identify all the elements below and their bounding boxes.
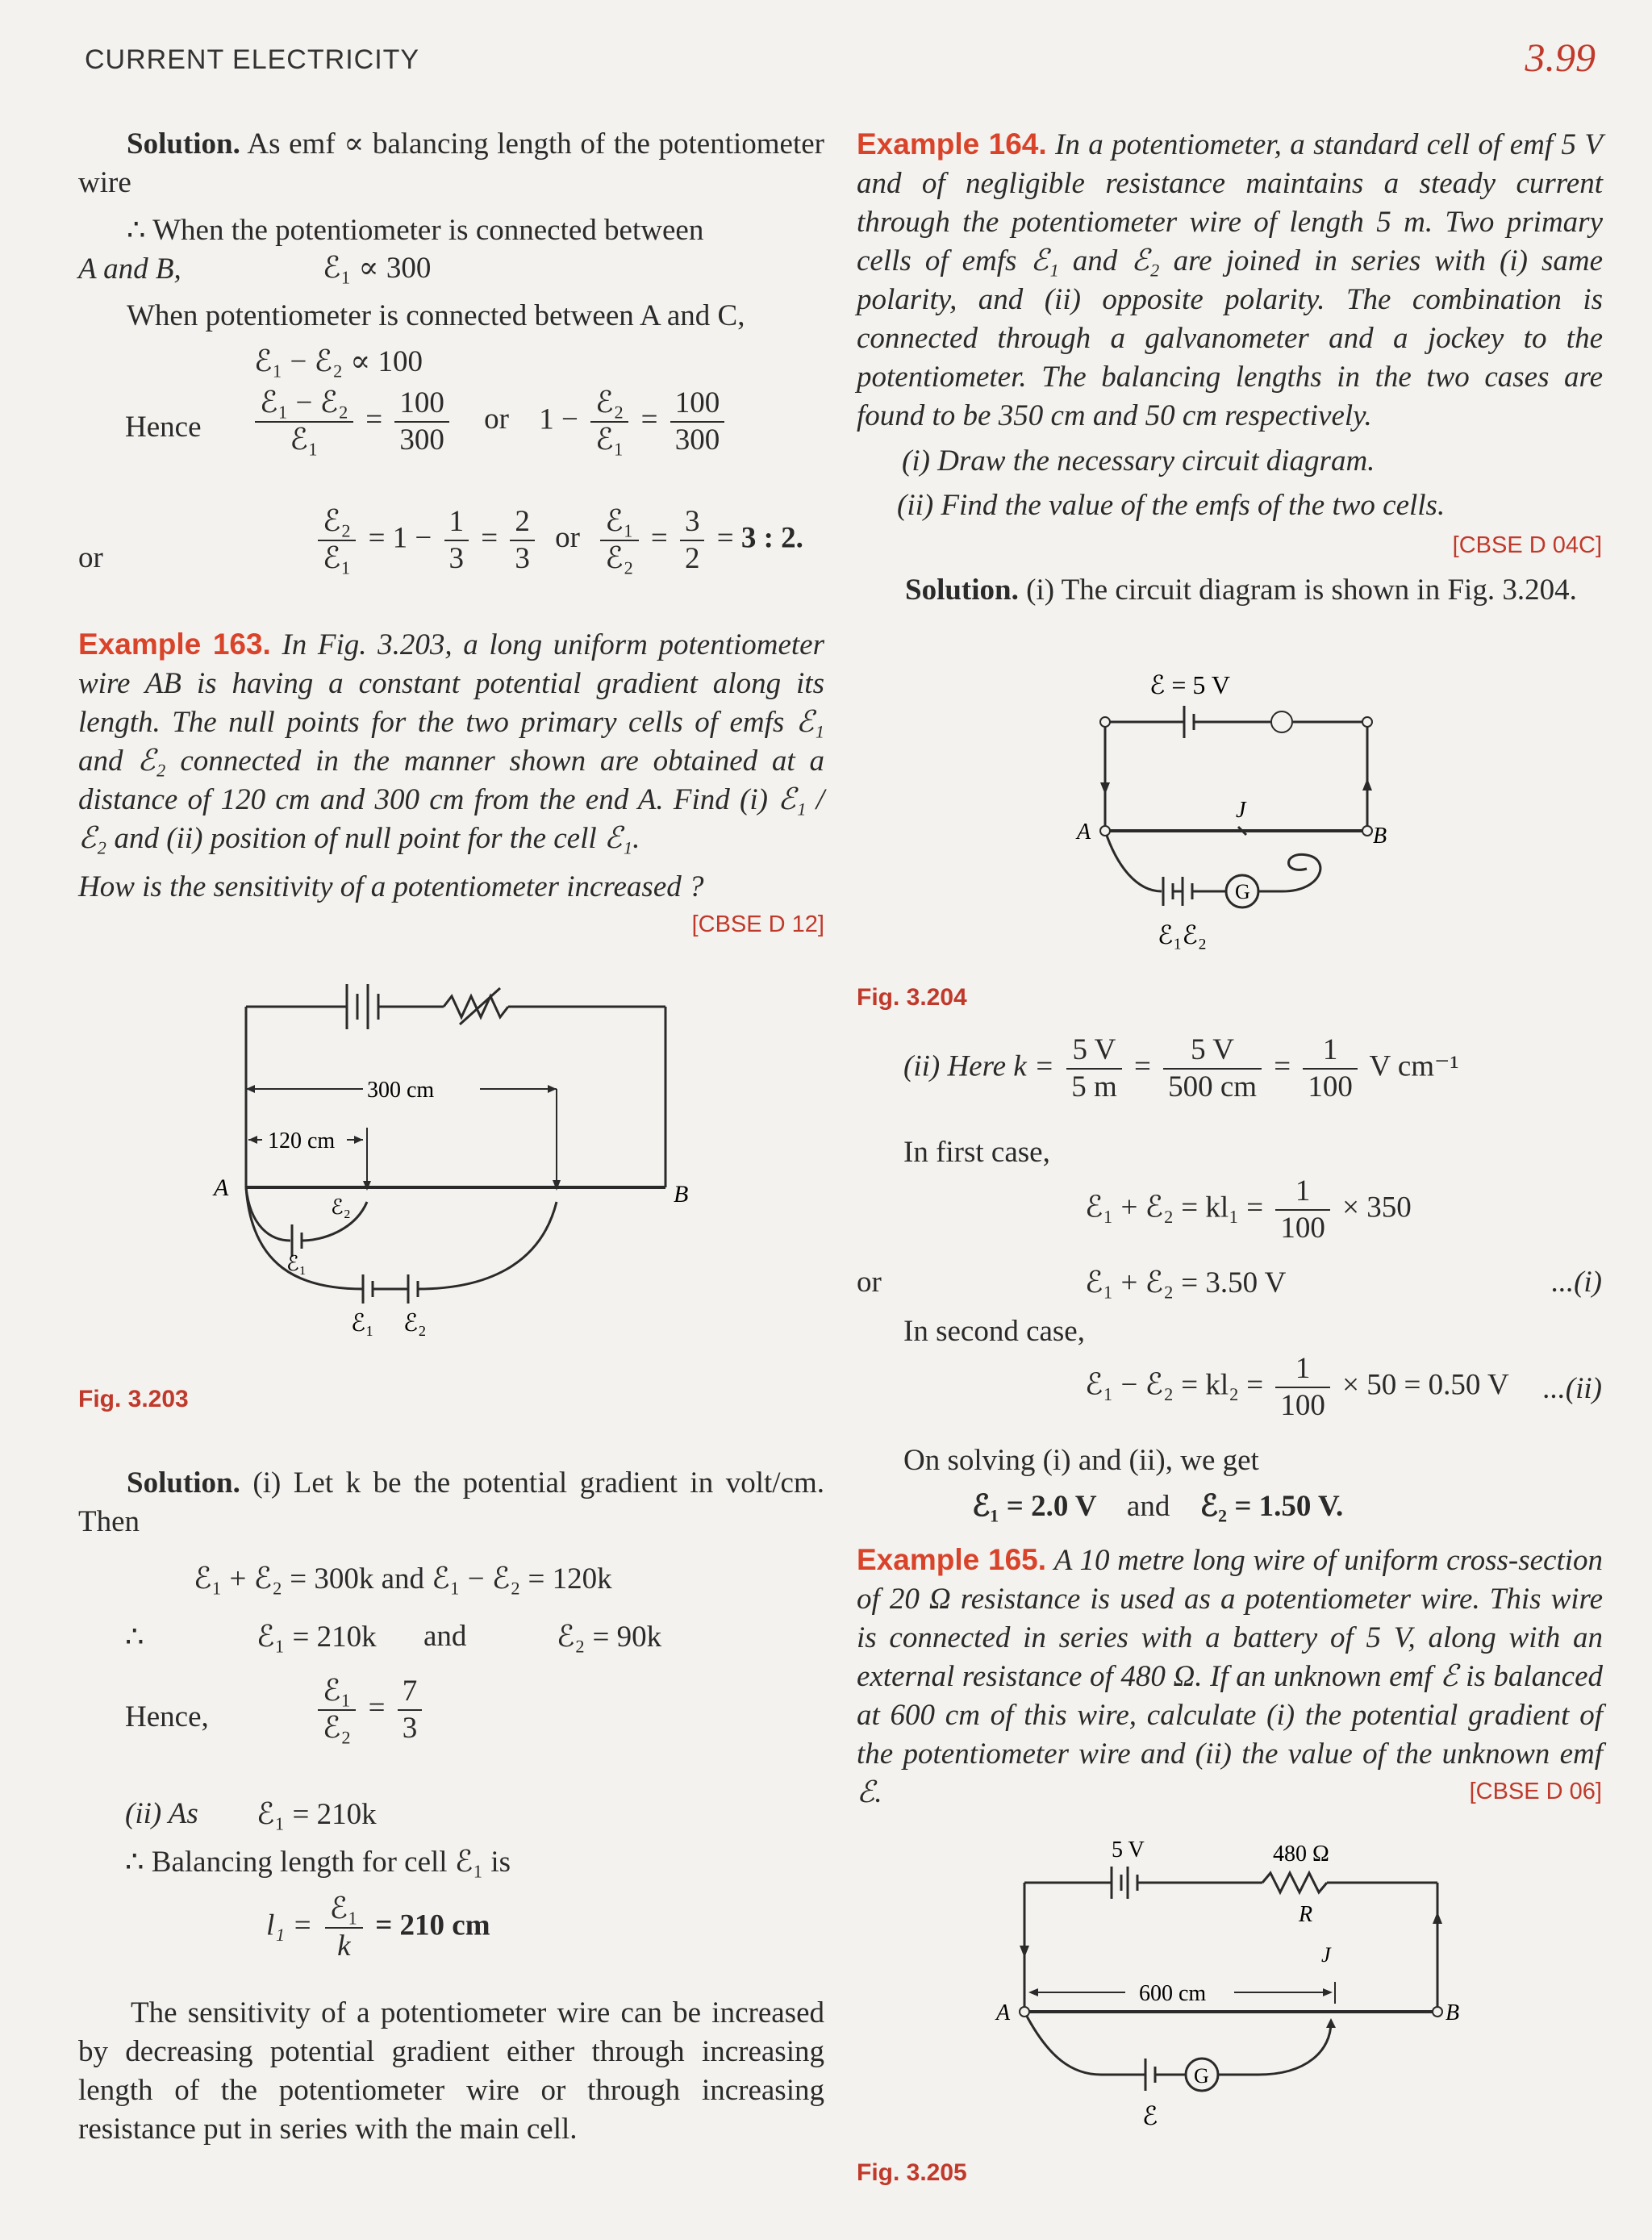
- solution-text: (i) Let k be the potential gradient in volt/cm. Then: [78, 1466, 824, 1538]
- equation: ℰ₁ + ℰ₂ = 3.50 V: [1085, 1266, 1287, 1299]
- k-lhs: (ii) Here k =: [903, 1049, 1054, 1083]
- figure-caption: Fig. 3.204: [857, 984, 967, 1011]
- fc-num: 1: [1275, 1174, 1330, 1211]
- chapter-title: CURRENT ELECTRICITY: [85, 44, 420, 75]
- example-163: [78, 625, 824, 858]
- label-G: G: [1235, 880, 1250, 903]
- example-question: How is the sensitivity of a potentiometer increased ?: [78, 870, 704, 903]
- hence-label: Hence,: [125, 1700, 209, 1733]
- example-part-ii: (ii) Find the value of the emfs of the two cells.: [897, 489, 1446, 522]
- label-480ohm: 480 Ω: [1273, 1842, 1329, 1867]
- solution-label: Solution.: [905, 574, 1019, 607]
- sensitivity-paragraph: The sensitivity of a potentiometer wire can be increased by decreasing potential gradient either through increasing length of the potentiometer wire or through increasing resistance put in series with the main cell.: [78, 1996, 824, 2146]
- label-A: A: [996, 2000, 1011, 2025]
- k-f3-den: 100: [1308, 1070, 1353, 1103]
- example-title: Example 163.: [78, 628, 271, 661]
- example-164: [857, 125, 1603, 436]
- solution-162: [78, 125, 824, 202]
- solution-line: When potentiometer is connected between A and C,: [127, 299, 745, 332]
- label-e: ℰ: [1142, 2101, 1158, 2130]
- equation: ℰ₁ + ℰ₂ = 300k and ℰ₁ − ℰ₂ = 120k: [194, 1562, 612, 1596]
- solution-line: ∴ When the potentiometer is connected between: [127, 214, 704, 247]
- example-title: Example 164.: [857, 127, 1047, 161]
- example-text: In Fig. 3.203, a long uniform potentiometer wire AB is having a constant potential gradient along its length. The null points for the two primary cells of emfs ℰ₁ and ℰ₂ connected in the manner shown are obtained at a distance of 120 cm and 300 cm from the end A. Find (i) ℰ₁ / ℰ₂ and (ii) position of null point for the cell ℰ₁.: [78, 628, 825, 855]
- part-ii-label: (ii) As: [125, 1797, 198, 1830]
- fc-den: 100: [1280, 1212, 1325, 1245]
- solving-text: On solving (i) and (ii), we get: [903, 1444, 1259, 1477]
- label-cells: ℰ₁ℰ₂: [1158, 920, 1208, 949]
- l1-den: k: [337, 1929, 351, 1963]
- k-f1-den: 5 m: [1071, 1070, 1117, 1103]
- label-e5v: ℰ = 5 V: [1149, 670, 1230, 699]
- second-case-label: In second case,: [903, 1315, 1085, 1348]
- solution-164: [857, 571, 1603, 610]
- equation: ℰ₂ = 90k: [557, 1621, 662, 1654]
- ratio-den: ℰ₂: [323, 1712, 352, 1745]
- label-e1-small: ℰ₁: [286, 1252, 307, 1275]
- solution-text: As emf ∝ balancing length of the potentiometer wire: [78, 127, 824, 199]
- solution-line: A and B,: [78, 252, 181, 286]
- l1-equation: [266, 1892, 490, 1964]
- or-label: or: [78, 541, 103, 574]
- first-case-label: In first case,: [903, 1136, 1050, 1169]
- example-title: Example 165.: [857, 1543, 1047, 1576]
- equation: ℰ₁ ∝ 300: [323, 252, 432, 285]
- result-line: [972, 1488, 1343, 1524]
- equation-tag: ...(ii): [1543, 1372, 1602, 1405]
- example-text: In a potentiometer, a standard cell of emf 5 V and of negligible resistance maintains a steady current through the potentiometer wire of length 5 m. Two primary cells of emfs ℰ₁ and ℰ₂ are joined in series with (i) same polarity, and (ii) opposite polarity. The combination is connected through a galvanometer and a jockey to the potentiometer. The balancing lengths in the two cases are found to be 350 cm and 50 cm respectively.: [857, 128, 1604, 432]
- or-label: or: [857, 1266, 882, 1299]
- and-label: and: [1126, 1490, 1170, 1523]
- cbse-reference: [CBSE D 06]: [1469, 1779, 1602, 1804]
- label-120cm: 120 cm: [268, 1128, 336, 1153]
- label-J: J: [1236, 798, 1246, 823]
- figure-caption: Fig. 3.205: [857, 2159, 967, 2186]
- example-part-i: (i) Draw the necessary circuit diagram.: [902, 444, 1375, 478]
- label-A: A: [214, 1174, 229, 1201]
- l1-result: = 210 cm: [375, 1908, 490, 1942]
- sc-lhs: ℰ₁ − ℰ₂ = kl₂ =: [1085, 1368, 1264, 1402]
- result-e2: ℰ₂ = 1.50 V.: [1199, 1490, 1344, 1523]
- l1-num: ℰ₁: [325, 1892, 363, 1929]
- ratio-equation: [313, 1674, 427, 1746]
- solution-text: (i) The circuit diagram is shown in Fig. 3.204.: [1018, 574, 1577, 607]
- label-e2: ℰ₂: [403, 1310, 427, 1337]
- equation: ℰ₁ = 210k: [257, 1798, 377, 1831]
- label-300cm: 300 cm: [367, 1078, 435, 1103]
- k-f1-num: 5 V: [1066, 1032, 1122, 1070]
- label-e2-small: ℰ₂: [331, 1195, 351, 1219]
- figure-3-204: [1065, 657, 1412, 964]
- equation-tag: ...(i): [1551, 1266, 1602, 1299]
- label-5v: 5 V: [1112, 1837, 1145, 1862]
- label-A: A: [1077, 820, 1091, 845]
- fc-rhs: × 350: [1342, 1191, 1412, 1224]
- example-text: A 10 metre long wire of uniform cross-section of 20 Ω resistance is used as a potentiometer wire. This wire is connected in series with a battery of 5 V, along with an external resistance of 480 Ω. If an unknown emf ℰ is balanced at 600 cm of this wire, calculate (i) the potential gradient of the potentiometer wire and (ii) the value of the unknown emf ℰ.: [857, 1544, 1604, 1809]
- solution-label: Solution.: [127, 1466, 240, 1500]
- ratio-value-den: 3: [402, 1712, 418, 1745]
- equation: ℰ₁ = 210k: [257, 1621, 377, 1654]
- and-label: and: [423, 1620, 467, 1653]
- page-number: 3.99: [1525, 35, 1596, 80]
- label-B: B: [674, 1181, 689, 1208]
- ratio-num: ℰ₁: [318, 1674, 356, 1711]
- second-case-equation: [1085, 1351, 1509, 1424]
- figure-3-203: [202, 968, 689, 1355]
- hence-label: Hence: [125, 411, 202, 444]
- equals: =: [368, 1691, 386, 1725]
- k-f2-den: 500 cm: [1168, 1070, 1258, 1103]
- balancing-length-text: ∴ Balancing length for cell ℰ₁ is: [125, 1846, 511, 1879]
- label-R: R: [1299, 1902, 1313, 1927]
- equation-fraction: $\frac{\text{ℰ₁ − ℰ₂}}{\text{ℰ₁}}$ = $\frac{100}{300}$ or 1 − $\frac{\text{ℰ₂}}{\text{ℰ₁}}$ = $\frac{100}{300}$: [250, 386, 729, 458]
- figure-3-205: [992, 1825, 1492, 2139]
- label-J: J: [1321, 1943, 1331, 1967]
- k-f2-num: 5 V: [1163, 1032, 1262, 1070]
- k-unit: V cm⁻¹: [1369, 1049, 1459, 1083]
- label-B: B: [1446, 2000, 1460, 2025]
- solution-163: [78, 1464, 824, 1541]
- equation: ℰ₁ − ℰ₂ ∝ 100: [254, 345, 423, 378]
- ratio-value-num: 7: [398, 1674, 423, 1711]
- sc-num: 1: [1275, 1351, 1330, 1388]
- label-G: G: [1194, 2064, 1209, 2088]
- equation-fraction: $\frac{\text{ℰ₂}}{\text{ℰ₁}}$ = 1 − $\frac{1}{3}$ = $\frac{2}{3}$ or $\frac{\text{ℰ₁}}{\text{ℰ₂}}$ = $\frac{3}{2}$ = 3 : 2.: [313, 504, 803, 577]
- cbse-reference: [CBSE D 12]: [691, 911, 824, 937]
- label-e1: ℰ₁: [351, 1310, 374, 1337]
- l1-lhs: l₁ =: [266, 1908, 313, 1942]
- fc-lhs: ℰ₁ + ℰ₂ = kl₁ =: [1085, 1191, 1264, 1224]
- first-case-equation: [1085, 1174, 1412, 1246]
- label-B: B: [1373, 824, 1387, 849]
- example-165: [857, 1541, 1603, 1812]
- therefore-symbol: ∴: [125, 1621, 144, 1654]
- result-e1: ℰ₁ = 2.0 V: [972, 1490, 1097, 1523]
- sc-den: 100: [1280, 1389, 1325, 1422]
- cbse-reference: [CBSE D 04C]: [1452, 532, 1602, 558]
- sc-rhs: × 50 = 0.50 V: [1342, 1368, 1509, 1402]
- solution-label: Solution.: [127, 127, 240, 161]
- k-f3-num: 1: [1303, 1032, 1358, 1070]
- figure-caption: Fig. 3.203: [78, 1386, 189, 1412]
- k-equation: (ii) Here k = $\frac{5 V}{5 m}$ = $\frac{5 V}{500 cm}$ = $\frac{1}{100}$ V cm⁻¹: [903, 1033, 1459, 1103]
- label-600cm: 600 cm: [1139, 1981, 1207, 2006]
